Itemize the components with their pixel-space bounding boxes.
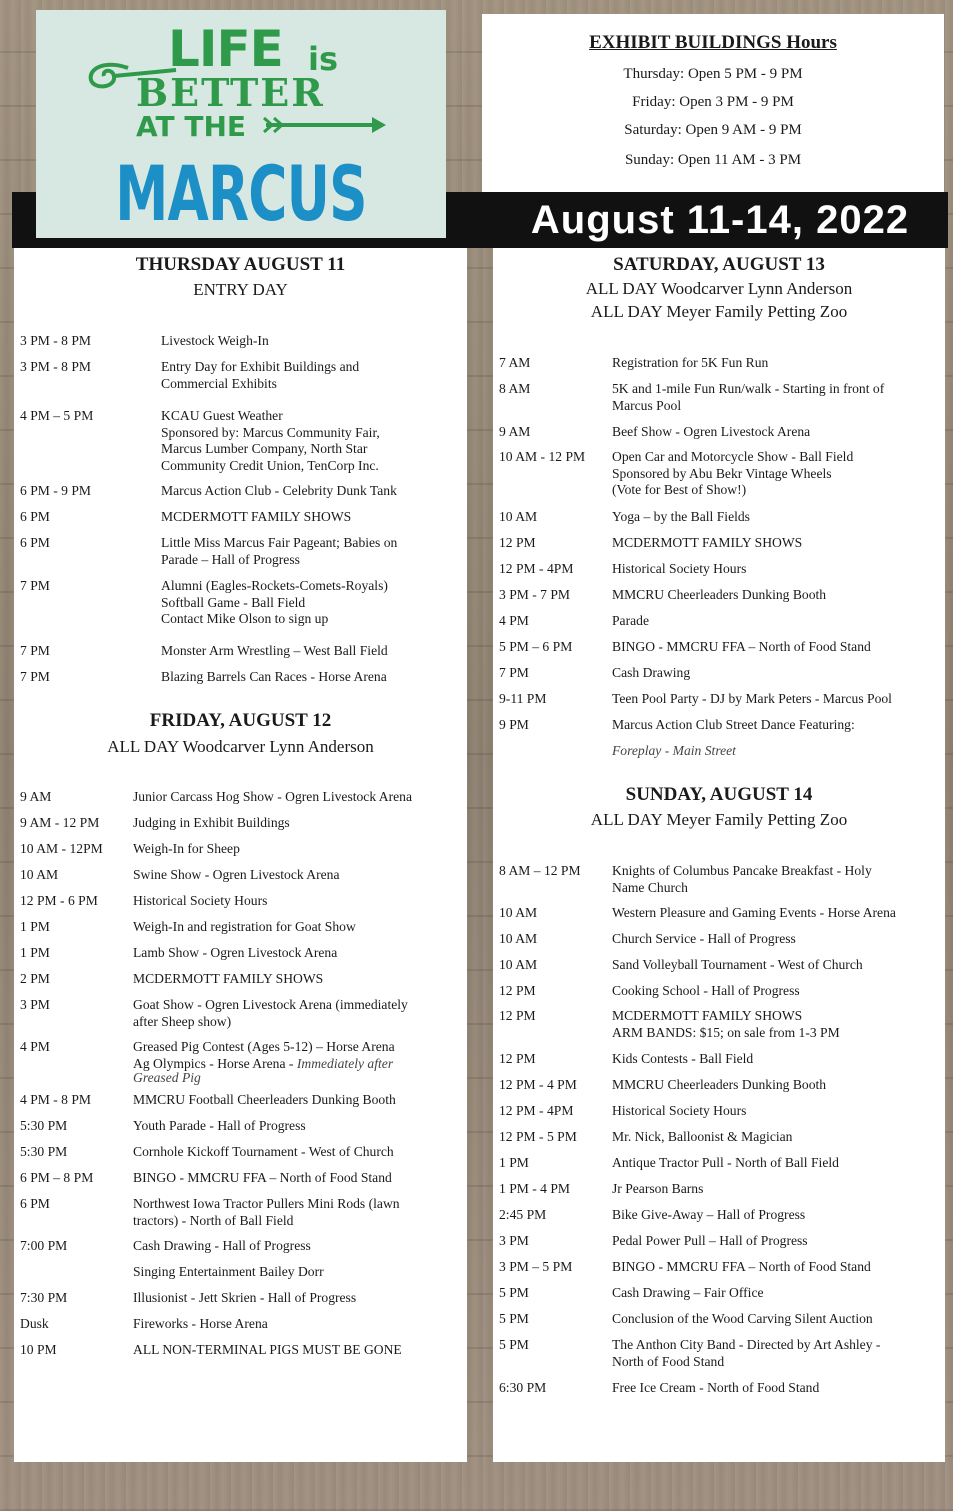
event-description: [161, 643, 461, 660]
event-description: [612, 1051, 942, 1068]
event-description: [133, 919, 463, 936]
event-time: 5 PM: [499, 1311, 529, 1326]
logo-marcus-fair: MARCUS: [115, 149, 367, 238]
event-description-line: Marcus Pool: [612, 397, 682, 413]
event-time: 9 AM - 12 PM: [20, 815, 100, 830]
event-description: [612, 613, 942, 630]
event-description-line: Name Church: [612, 879, 688, 895]
event-description: [612, 381, 942, 414]
event-description-line: MCDERMOTT FAMILY SHOWS: [612, 535, 803, 550]
friday-subtitle: ALL DAY Woodcarver Lynn Anderson: [107, 737, 374, 756]
event-description: [612, 1311, 942, 1328]
event-description: [612, 449, 942, 499]
event-description: [133, 1092, 463, 1109]
event-time: 4 PM: [20, 1039, 50, 1054]
event-description: [612, 355, 942, 372]
event-time: 7:30 PM: [20, 1290, 68, 1305]
event-time: 4 PM – 5 PM: [20, 408, 94, 423]
event-description: [133, 1264, 463, 1281]
event-time: 1 PM: [20, 919, 50, 934]
event-time: 12 PM: [499, 1051, 536, 1066]
event-description-line: Greased Pig Contest (Ages 5-12) – Horse Arena: [133, 1039, 395, 1054]
event-time: 8 AM – 12 PM: [499, 863, 581, 878]
event-time: 9 AM: [499, 424, 531, 439]
event-time: 12 PM: [499, 1008, 536, 1023]
event-description: [612, 983, 942, 1000]
event-description: [612, 1233, 942, 1250]
event-description-line: Blazing Barrels Can Races - Horse Arena: [161, 669, 387, 684]
event-time: 9 PM: [499, 717, 529, 732]
event-description-line: Goat Show - Ogren Livestock Arena (immediately: [133, 997, 408, 1012]
event-description-line: Sand Volleyball Tournament - West of Church: [612, 957, 863, 972]
event-time: 10 AM - 12PM: [20, 841, 103, 856]
event-description-line: Registration for 5K Fun Run: [612, 355, 769, 370]
event-description-line: Western Pleasure and Gaming Events - Horse Arena: [612, 905, 896, 920]
event-description-line: Alumni (Eagles-Rockets-Comets-Royals): [161, 578, 388, 593]
event-description-line: after Sheep show): [133, 1013, 232, 1029]
event-description-line: Bike Give-Away – Hall of Progress: [612, 1207, 806, 1222]
event-description: [612, 1077, 942, 1094]
event-description-line: Pedal Power Pull – Hall of Progress: [612, 1233, 808, 1248]
event-description: [612, 1155, 942, 1172]
event-time: 10 AM: [499, 905, 538, 920]
event-time: 7 PM: [20, 578, 50, 593]
exhibit-hours-friday: Friday: Open 3 PM - 9 PM: [632, 94, 794, 110]
exhibit-hours-title: EXHIBIT BUILDINGS Hours: [589, 32, 837, 53]
event-description: [612, 561, 942, 578]
event-time: 12 PM: [499, 535, 536, 550]
event-time: 12 PM: [499, 983, 536, 998]
event-time: 6 PM: [20, 535, 50, 550]
event-description: [133, 815, 463, 832]
event-time: 6 PM – 8 PM: [20, 1170, 94, 1185]
event-description-line: Lamb Show - Ogren Livestock Arena: [133, 945, 338, 960]
event-description-line: Cooking School - Hall of Progress: [612, 983, 800, 998]
event-description-line: Livestock Weigh-In: [161, 333, 269, 348]
event-description-line: North of Food Stand: [612, 1353, 725, 1369]
event-description-line: MMCRU Cheerleaders Dunking Booth: [612, 1077, 827, 1092]
event-time: 10 AM: [499, 957, 538, 972]
event-time: 7 PM: [499, 665, 529, 680]
event-description-line: ALL NON-TERMINAL PIGS MUST BE GONE: [133, 1342, 402, 1357]
event-description: [133, 1290, 463, 1307]
event-description: [133, 841, 463, 858]
event-time: 5 PM: [499, 1337, 529, 1352]
exhibit-hours-sunday: Sunday: Open 11 AM - 3 PM: [624, 152, 802, 168]
event-time: 1 PM: [20, 945, 50, 960]
event-description: [612, 587, 942, 604]
event-time: 12 PM - 4PM: [499, 1103, 574, 1118]
event-time: 6 PM: [20, 1196, 50, 1211]
event-description-line: Community Credit Union, TenCorp Inc.: [161, 457, 379, 473]
event-description: [161, 535, 461, 568]
event-description: [612, 1103, 942, 1120]
event-description-line: Church Service - Hall of Progress: [612, 931, 796, 946]
event-description-line: Knights of Columbus Pancake Breakfast - Holy: [612, 863, 872, 878]
event-description-line: Cash Drawing - Hall of Progress: [133, 1238, 311, 1253]
event-time: 10 AM: [20, 867, 59, 882]
event-description: [612, 1207, 942, 1224]
event-description-line: Weigh-In and registration for Goat Show: [133, 919, 356, 934]
event-description: [612, 957, 942, 974]
event-time: 2 PM: [20, 971, 50, 986]
logo-life: LIFE: [168, 20, 283, 78]
event-description-line: Marcus Action Club Street Dance Featuring:: [612, 717, 855, 732]
event-time: 2:45 PM: [499, 1207, 547, 1222]
event-time: 4 PM: [499, 613, 529, 628]
event-description-line: Judging in Exhibit Buildings: [133, 815, 290, 830]
event-description: [612, 509, 942, 526]
event-description: [161, 408, 461, 474]
event-description-line: Open Car and Motorcycle Show - Ball Field: [612, 449, 854, 464]
event-description-line: Illusionist - Jett Skrien - Hall of Progress: [133, 1290, 357, 1305]
event-description: [161, 578, 461, 628]
event-description: [612, 1008, 942, 1041]
event-description: [612, 691, 942, 708]
event-description: [133, 1196, 463, 1229]
event-description-line: Northwest Iowa Tractor Pullers Mini Rods (lawn: [133, 1196, 400, 1211]
event-description-line: Yoga – by the Ball Fields: [612, 509, 750, 524]
event-time: 5 PM – 6 PM: [499, 639, 573, 654]
event-time: 12 PM - 5 PM: [499, 1129, 577, 1144]
event-description-line: BINGO - MMCRU FFA – North of Food Stand: [612, 639, 871, 654]
event-description: [133, 1144, 463, 1161]
event-description-line: MCDERMOTT FAMILY SHOWS: [612, 1008, 803, 1023]
event-description-line: Antique Tractor Pull - North of Ball Field: [612, 1155, 839, 1170]
event-description-line: Ag Olympics - Horse Arena - Immediately after: [133, 1055, 394, 1071]
event-time: 12 PM - 4 PM: [499, 1077, 577, 1092]
event-description: [133, 1170, 463, 1187]
event-description-line: Junior Carcass Hog Show - Ogren Livestock Arena: [133, 789, 412, 804]
event-description: [133, 893, 463, 910]
event-description: [612, 931, 942, 948]
event-description-line: Marcus Lumber Company, North Star: [161, 441, 368, 456]
event-description: [161, 669, 461, 686]
event-time: 9 AM: [20, 789, 52, 804]
event-description: [161, 359, 461, 392]
event-time: 3 PM: [20, 997, 50, 1012]
event-time: 3 PM - 8 PM: [20, 359, 92, 374]
event-description-line: Weigh-In for Sheep: [133, 841, 240, 856]
event-time: 4 PM - 8 PM: [20, 1092, 92, 1107]
fair-logo: [36, 10, 446, 238]
event-description: [133, 971, 463, 988]
thursday-subtitle: ENTRY DAY: [193, 280, 288, 299]
event-description: [133, 1238, 463, 1255]
sunday-title: SUNDAY, AUGUST 14: [625, 784, 813, 805]
event-time: 3 PM – 5 PM: [499, 1259, 573, 1274]
event-description-line: Beef Show - Ogren Livestock Arena: [612, 424, 811, 439]
event-time: 1 PM: [499, 1155, 529, 1170]
event-time: 6 PM: [20, 509, 50, 524]
event-description: [612, 424, 942, 441]
event-description: [612, 1380, 942, 1397]
event-description: [612, 1129, 942, 1146]
event-description-line: Commercial Exhibits: [161, 375, 277, 391]
logo-better: BETTER: [136, 70, 325, 115]
event-description-line: Parade: [612, 613, 649, 628]
event-time: 3 PM - 7 PM: [499, 587, 571, 602]
event-description-line: Monster Arm Wrestling – West Ball Field: [161, 643, 388, 658]
event-description-line: Softball Game - Ball Field: [161, 594, 306, 610]
event-description-line: Cash Drawing – Fair Office: [612, 1285, 764, 1300]
event-description: [133, 789, 463, 806]
friday-title: FRIDAY, AUGUST 12: [149, 710, 332, 731]
event-description-line: Contact Mike Olson to sign up: [161, 611, 329, 626]
event-note-italic: Immediately after: [293, 1055, 394, 1071]
exhibit-hours-thursday: Thursday: Open 5 PM - 9 PM: [623, 66, 803, 82]
event-description-line: Singing Entertainment Bailey Dorr: [133, 1264, 324, 1279]
event-description-line: Jr Pearson Barns: [612, 1181, 704, 1196]
event-description: [612, 717, 942, 759]
event-time: 7:00 PM: [20, 1238, 68, 1253]
event-description-line: Parade – Hall of Progress: [161, 551, 300, 567]
event-time: 10 AM: [499, 931, 538, 946]
event-time: 10 AM - 12 PM: [499, 449, 586, 464]
event-description-line: Historical Society Hours: [612, 1103, 747, 1118]
event-description-line: Cash Drawing: [612, 665, 691, 680]
event-description-line: MMCRU Football Cheerleaders Dunking Booth: [133, 1092, 396, 1107]
event-time: 7 AM: [499, 355, 531, 370]
event-description: [612, 639, 942, 656]
event-time: 5:30 PM: [20, 1118, 68, 1133]
event-time: 12 PM - 6 PM: [20, 893, 98, 908]
event-description-line: BINGO - MMCRU FFA – North of Food Stand: [133, 1170, 392, 1185]
saturday-subtitle-woodcarver: ALL DAY Woodcarver Lynn Anderson: [585, 279, 853, 298]
event-time: 6 PM - 9 PM: [20, 483, 92, 498]
event-description-line: 5K and 1-mile Fun Run/walk - Starting in front of: [612, 381, 885, 396]
logo-is: is: [308, 40, 339, 78]
event-description-line: ARM BANDS: $15; on sale from 1-3 PM: [612, 1024, 840, 1040]
event-description-line: Fireworks - Horse Arena: [133, 1316, 268, 1331]
event-time: 8 AM: [499, 381, 531, 396]
saturday-subtitle-petting-zoo: ALL DAY Meyer Family Petting Zoo: [590, 302, 848, 321]
event-description-line: Sponsored by: Marcus Community Fair,: [161, 424, 380, 440]
event-description-line: The Anthon City Band - Directed by Art Ashley -: [612, 1337, 881, 1352]
event-time: 10 PM: [20, 1342, 57, 1357]
event-time: 5:30 PM: [20, 1144, 68, 1159]
event-description-line: Teen Pool Party - DJ by Mark Peters - Marcus Pool: [612, 691, 892, 706]
event-description: [612, 1285, 942, 1302]
event-time: 12 PM - 4PM: [499, 561, 574, 576]
event-description-line: Youth Parade - Hall of Progress: [133, 1118, 306, 1133]
logo-at-the: AT THE: [136, 110, 247, 143]
event-description: [612, 905, 942, 922]
event-description-line: Conclusion of the Wood Carving Silent Auction: [612, 1311, 873, 1326]
event-time: 3 PM: [499, 1233, 529, 1248]
event-description: [161, 509, 461, 526]
event-description-line: Entry Day for Exhibit Buildings and: [161, 359, 360, 374]
event-description: [133, 945, 463, 962]
event-description-line: Historical Society Hours: [133, 893, 268, 908]
event-time: 10 AM: [499, 509, 538, 524]
event-description: [133, 1118, 463, 1135]
event-description: [612, 1181, 942, 1198]
event-time: 5 PM: [499, 1285, 529, 1300]
event-time: 9-11 PM: [499, 691, 547, 706]
event-time: 3 PM - 8 PM: [20, 333, 92, 348]
event-note-italic: Foreplay - Main Street: [612, 742, 736, 758]
exhibit-hours-saturday: Saturday: Open 9 AM - 9 PM: [624, 122, 802, 138]
event-description-line: tractors) - North of Ball Field: [133, 1212, 294, 1228]
event-description: [612, 535, 942, 552]
event-description-line: Historical Society Hours: [612, 561, 747, 576]
event-description-line: Kids Contests - Ball Field: [612, 1051, 754, 1066]
event-description: [612, 665, 942, 682]
event-description: [612, 863, 942, 896]
event-description-line: KCAU Guest Weather: [161, 408, 283, 423]
saturday-title: SATURDAY, AUGUST 13: [613, 254, 825, 275]
event-description: [161, 483, 461, 500]
event-description-line: (Vote for Best of Show!): [612, 482, 747, 497]
event-description-line: Mr. Nick, Balloonist & Magician: [612, 1129, 793, 1144]
event-description: [161, 333, 461, 350]
event-time: 6:30 PM: [499, 1380, 547, 1395]
event-description-line: BINGO - MMCRU FFA – North of Food Stand: [612, 1259, 871, 1274]
event-description-line: Free Ice Cream - North of Food Stand: [612, 1380, 820, 1395]
event-description: [133, 1039, 463, 1087]
event-time: Dusk: [20, 1316, 49, 1331]
event-description: [133, 997, 463, 1030]
date-banner: August 11-14, 2022: [530, 198, 910, 242]
event-description-line: MCDERMOTT FAMILY SHOWS: [133, 971, 324, 986]
event-description: [133, 1342, 463, 1359]
event-time: 7 PM: [20, 669, 50, 684]
thursday-title: THURSDAY AUGUST 11: [135, 254, 346, 275]
sunday-subtitle: ALL DAY Meyer Family Petting Zoo: [590, 810, 848, 829]
event-description: [133, 1316, 463, 1333]
event-time: 1 PM - 4 PM: [499, 1181, 571, 1196]
event-description-line: Sponsored by Abu Bekr Vintage Wheels: [612, 465, 832, 481]
event-description-line: Cornhole Kickoff Tournament - West of Church: [133, 1144, 394, 1159]
event-description-line: Swine Show - Ogren Livestock Arena: [133, 867, 340, 882]
arrow-right-icon: [372, 117, 386, 133]
event-description: [133, 867, 463, 884]
event-note-italic: Greased Pig: [133, 1070, 201, 1085]
event-description-line: MCDERMOTT FAMILY SHOWS: [161, 509, 352, 524]
event-time: 7 PM: [20, 643, 50, 658]
event-description-line: MMCRU Cheerleaders Dunking Booth: [612, 587, 827, 602]
event-description-line: Marcus Action Club - Celebrity Dunk Tank: [161, 483, 397, 498]
event-description: [612, 1259, 942, 1276]
event-description-line: Little Miss Marcus Fair Pageant; Babies on: [161, 535, 398, 550]
event-description: [612, 1337, 942, 1370]
